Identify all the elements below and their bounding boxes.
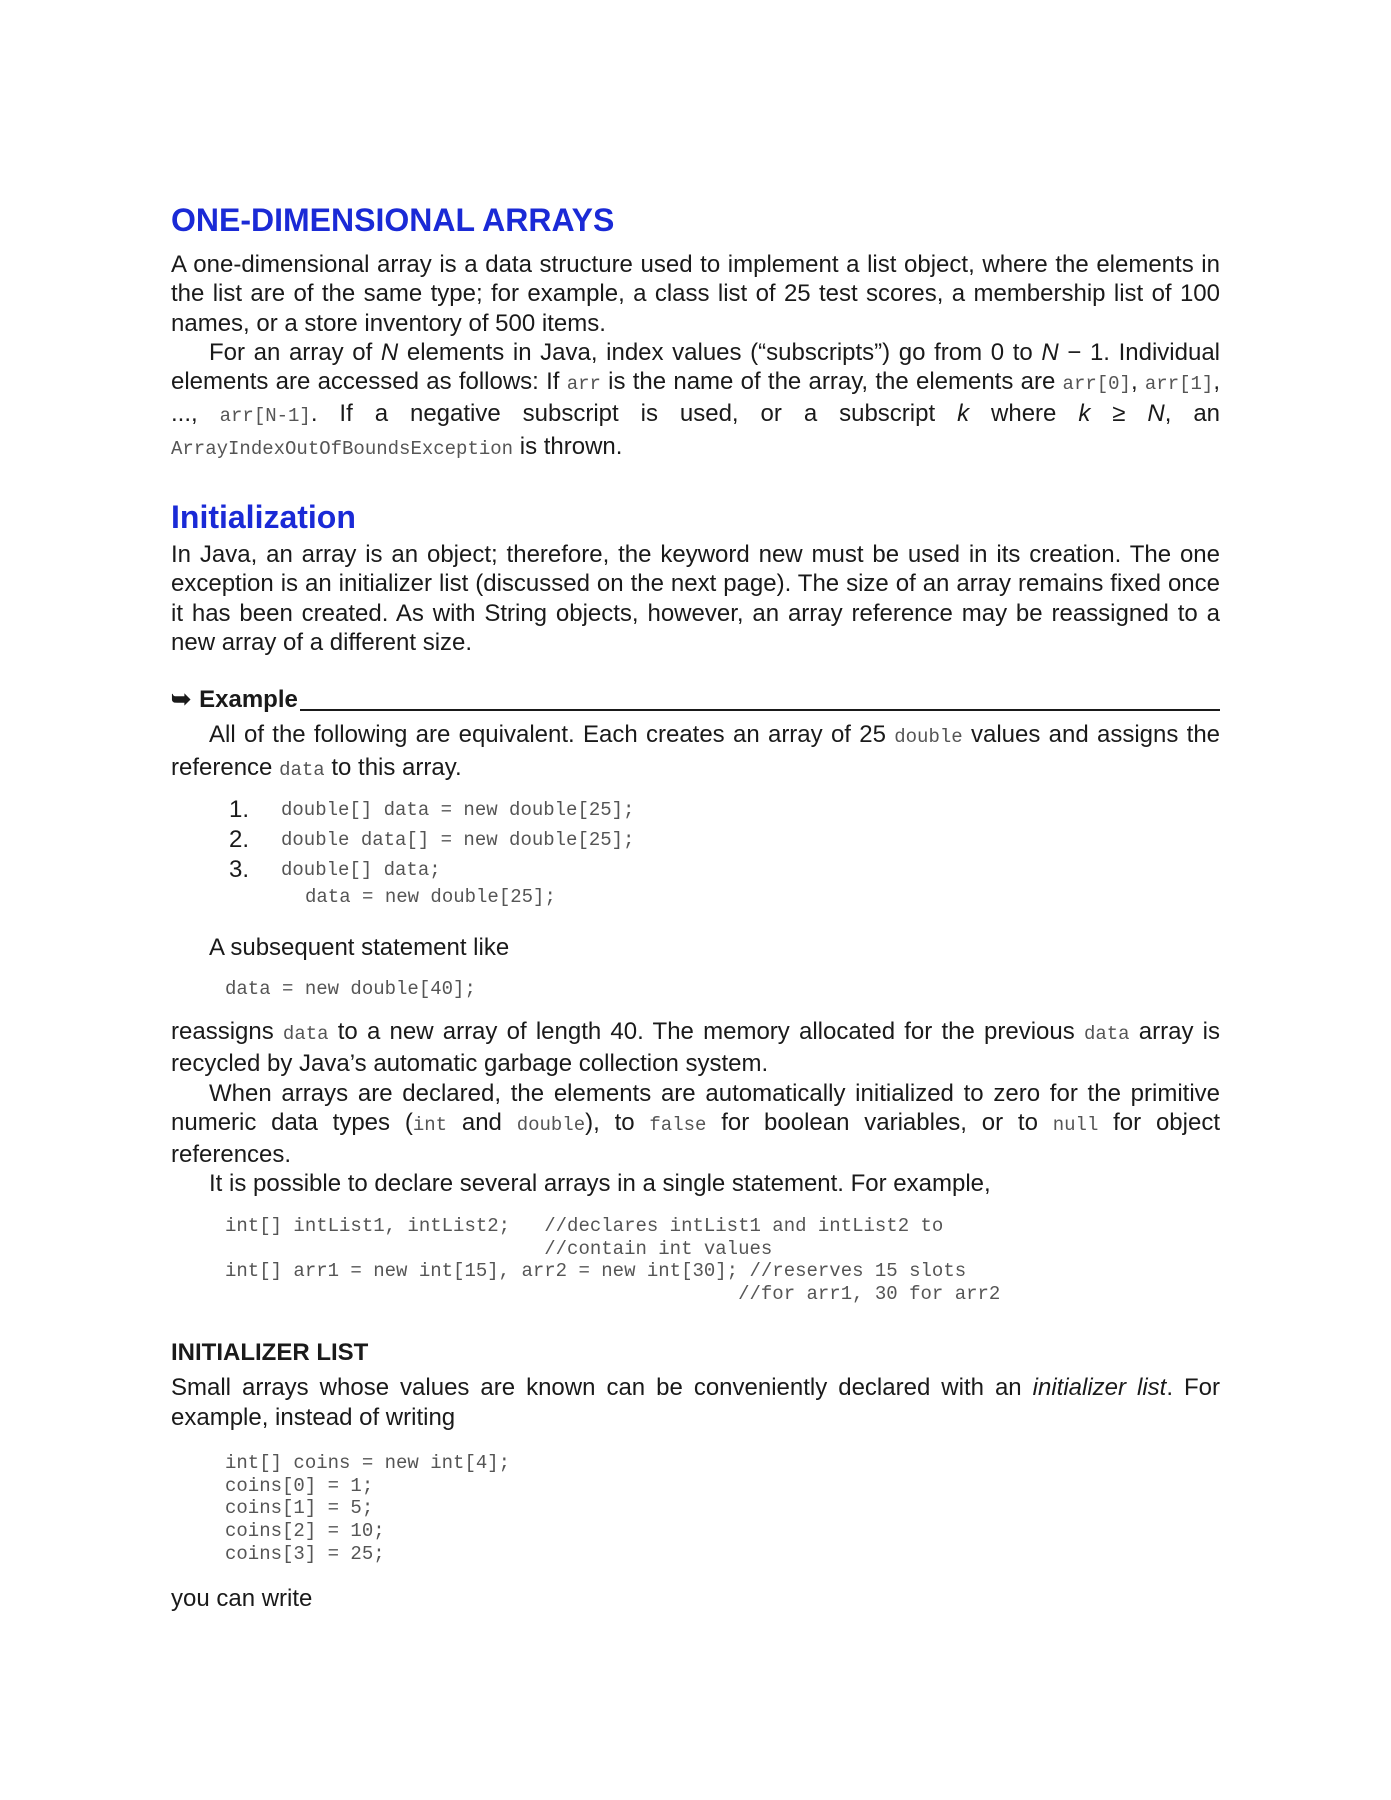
- example-rule: [300, 709, 1220, 711]
- example-options-list: [229, 795, 1220, 909]
- initialization-paragraph: In Java, an array is an object; therefore, the keyword new must be used in its creation. The one exception is an initializer list (discussed on the next page). The size of an array remains fixed once it has been created. As with String objects, however, an array reference may be reassigned to a new array of a different size.: [171, 541, 1220, 656]
- code-block-multi-declare: int[] intList1, intList2; //declares intList1 and intList2 to //contain int values int[] arr1 = new int[15], arr2 = new int[30]; //reserves 15 slots //for arr1, 30 for arr2: [225, 1214, 1001, 1306]
- example-label: Example: [199, 686, 298, 714]
- arrow-icon: ➥: [171, 686, 192, 714]
- code-arr: arr: [566, 373, 601, 396]
- document-body: [171, 200, 1220, 1613]
- code-block-coins: int[] coins = new int[4]; coins[0] = 1; coins[1] = 5; coins[2] = 10; coins[3] = 25;: [225, 1451, 511, 1565]
- subsequent-text: A subsequent statement like: [209, 933, 510, 961]
- example-header: [171, 685, 1220, 714]
- page-title: ONE-DIMENSIONAL ARRAYS: [171, 202, 615, 238]
- you-can-write-text: you can write: [171, 1584, 313, 1612]
- section-heading-initialization: Initialization: [171, 499, 356, 536]
- example-paragraph-2: reassigns data to a new array of length 40. The memory allocated for the previous data array is recycled by Java’s automatic garbage collection system.: [171, 1017, 1220, 1078]
- initializer-paragraph: Small arrays whose values are known can be conveniently declared with an initializer list. For example, instead of writing: [171, 1374, 1220, 1431]
- code-block-reassign: data = new double[40];: [225, 978, 476, 1001]
- example-paragraph-3: When arrays are declared, the elements are automatically initialized to zero for the primitive numeric data types (int and double), to false for boolean variables, or to null for object references.: [171, 1079, 1220, 1169]
- list-item: 3. double[] data; data = new double[25];: [229, 855, 556, 908]
- intro-paragraph-2: For an array of N elements in Java, index values (“subscripts”) go from 0 to N − 1. Individual elements are accessed as follows: If arr is the name of the array, the elements are arr[0], arr[1], ..., arr[N-1]. If a negative subscript is used, or a subscript k where k ≥ N, an ArrayIndexOutOfBoundsException is thrown.: [171, 338, 1221, 460]
- list-item: 2. double data[] = new double[25];: [229, 825, 635, 853]
- subheading-initializer-list: INITIALIZER LIST: [171, 1338, 369, 1366]
- list-item: 1. double[] data = new double[25];: [229, 795, 635, 823]
- example-paragraph-1: All of the following are equivalent. Each creates an array of 25 double values and assigns the reference data to this array.: [171, 721, 1221, 781]
- code-exception: ArrayIndexOutOfBoundsException: [171, 437, 514, 460]
- intro-paragraph-1: A one-dimensional array is a data structure used to implement a list object, where the elements in the list are of the same type; for example, a class list of 25 test scores, a membership list of 100 names, or a store inventory of 500 items.: [171, 251, 1220, 337]
- example-paragraph-4: It is possible to declare several arrays in a single statement. For example,: [209, 1170, 991, 1198]
